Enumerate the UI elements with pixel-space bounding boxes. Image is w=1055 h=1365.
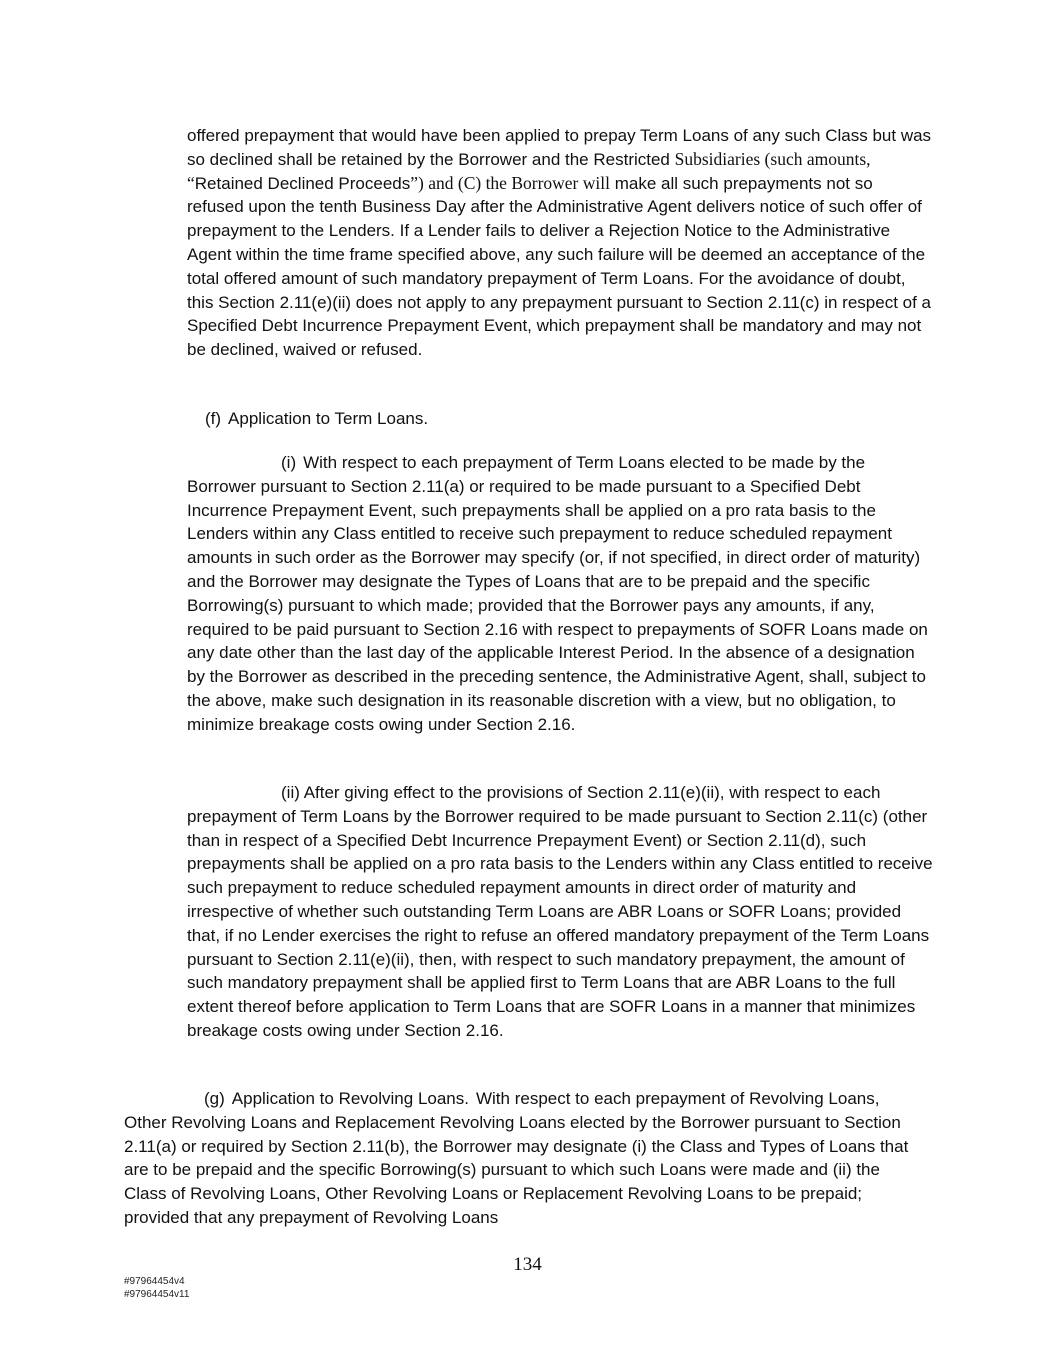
defined-term-retained-declined-proceeds: Retained Declined Proceeds xyxy=(194,173,411,193)
section-g-label: (g) xyxy=(204,1089,225,1108)
clause-ii-text: After giving effect to the provisions of Section 2.11(e)(ii), with respect to each prepayment of Term Loans by the Borrower required to be made pursuant to Section 2.11(c) (other than in respect of a Specified Debt Incurrence Prepayment Event) or Section 2.11(d), such prepayments shall be applied on a pro rata basis to the Lenders within any Class entitled to receive such prepayment to reduce scheduled repayment amounts in direct order of maturity and irrespective of whether such outstanding Term Loans are ABR Loans or SOFR Loans; provided that, if no Lender exercises the right to refuse an offered mandatory prepayment of the Term Loans pursuant to Section 2.11(e)(ii), then, with respect to such mandatory prepayment, the amount of such mandatory prepayment shall be applied first to Term Loans that are ABR Loans to the full extent thereof before application to Term Loans that are SOFR Loans in a manner that minimizes breakage costs owing under Section 2.16. xyxy=(187,783,933,1040)
continuation-text-b: make all such prepayments not so refused upon the tenth Business Day after the Administrative Agent delivers notice of such offer of prepayment to the Lenders. If a Lender fails to deliver a Rejection Notice to the Administrative Agent within the time frame specified above, any such failure will be deemed an acceptance of the total offered amount of such mandatory prepayment of Term Loans. For the avoidance of doubt, this Section 2.11(e)(ii) does not apply to any prepayment pursuant to Section 2.11(c) in respect of a Specified Debt Incurrence Prepayment Event, which prepayment shall be mandatory and may not be declined, waived or refused. xyxy=(187,173,931,360)
continuation-serif-a: Subsidiaries (such amounts, “ xyxy=(187,148,871,193)
clause-ii-label: (ii) xyxy=(281,783,300,802)
section-g-text: With respect to each prepayment of Revolving Loans, Other Revolving Loans and Replacement Revolving Loans elected by the Borrower pursuant to Section 2.11(a) or required by Section 2.11(b), the Borrower may designate (i) the Class and Types of Loans that are to be prepaid and the specific Borrowing(s) pursuant to which such Loans were made and (ii) the Class of Revolving Loans, Other Revolving Loans or Replacement Revolving Loans to be prepaid; provided that any prepayment of Revolving Loans xyxy=(124,1089,909,1227)
section-f-label: (f) xyxy=(205,409,222,428)
document-id-1: #97964454v4 xyxy=(124,1276,185,1287)
continuation-serif-b: ”) and (C) the Borrower will xyxy=(410,172,610,193)
clause-i-paragraph xyxy=(187,451,932,737)
clause-i-label: (i) xyxy=(281,453,297,472)
section-g-paragraph xyxy=(124,1087,924,1230)
section-f-title: Application to Term Loans. xyxy=(228,409,429,428)
page-number: 134 xyxy=(513,1254,542,1275)
section-f-heading xyxy=(205,407,905,431)
paragraph-continuation xyxy=(187,124,932,362)
continuation-text-a: offered prepayment that would have been applied to prepay Term Loans of any such Class but was so declined shall be retained by the Borrower and the Restricted xyxy=(187,126,932,169)
clause-i-text: With respect to each prepayment of Term Loans elected to be made by the Borrower pursuant to Section 2.11(a) or required to be made pursuant to a Specified Debt Incurrence Prepayment Event, such prepayments shall be applied on a pro rata basis to the Lenders within any Class entitled to receive such prepayment to reduce scheduled repayment amounts in such order as the Borrower may specify (or, if not specified, in direct order of maturity) and the Borrower may designate the Types of Loans that are to be prepaid and the specific Borrowing(s) pursuant to which made; provided that the Borrower pays any amounts, if any, required to be paid pursuant to Section 2.16 with respect to prepayments of SOFR Loans made on any date other than the last day of the applicable Interest Period. In the absence of a designation by the Borrower as described in the preceding sentence, the Administrative Agent, shall, subject to the above, make such designation in its reasonable discretion with a view, but no obligation, to minimize breakage costs owing under Section 2.16. xyxy=(187,453,928,734)
document-id-2: #97964454v11 xyxy=(124,1289,190,1300)
clause-ii-paragraph xyxy=(187,781,935,1043)
section-g-title: Application to Revolving Loans. xyxy=(231,1089,469,1108)
